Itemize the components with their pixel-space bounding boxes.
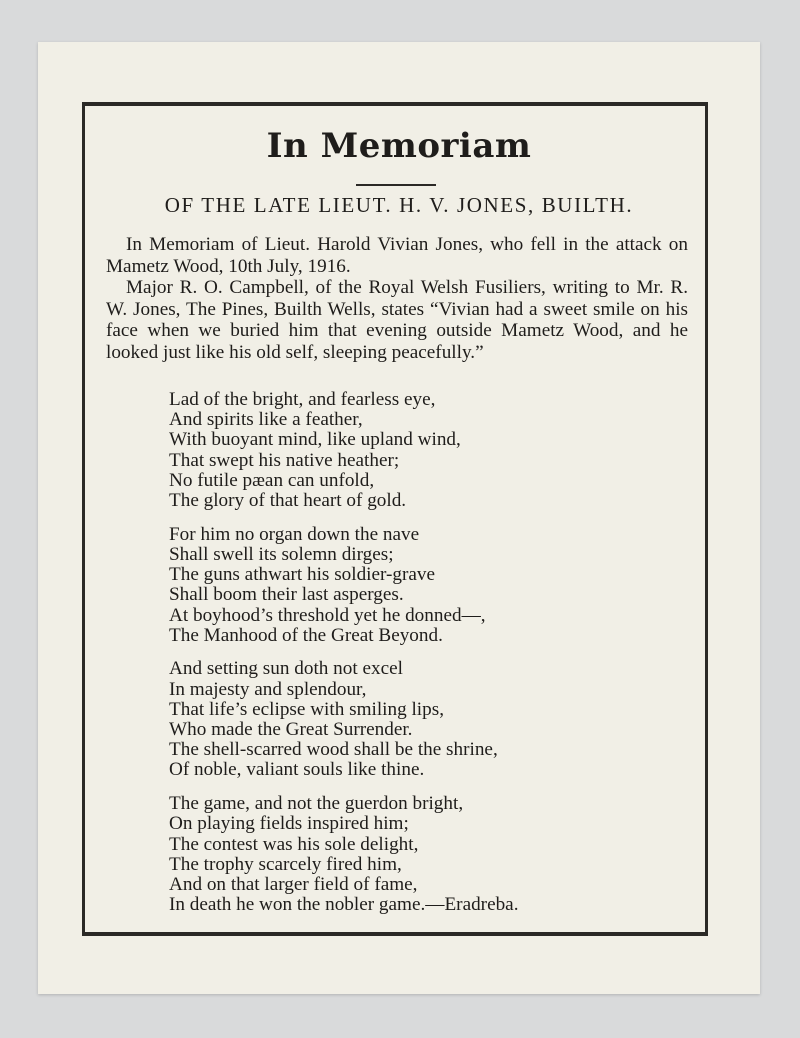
prose-block (106, 234, 688, 363)
stanza (169, 659, 689, 780)
poem (169, 390, 689, 929)
verse-line: On playing fields inspired him; (169, 813, 409, 835)
verse-line: At boyhood’s threshold yet he donned—, (169, 604, 486, 626)
verse-line: With buoyant mind, like upland wind, (169, 429, 461, 451)
verse-line: The game, and not the guerdon bright, (169, 793, 464, 815)
paragraph: In Memoriam of Lieut. Harold Vivian Jones, who fell in the attack on Mametz Wood, 10th July, 1916. (106, 234, 688, 277)
verse-line: The Manhood of the Great Beyond. (169, 624, 443, 646)
verse-line: The glory of that heart of gold. (169, 490, 407, 512)
card-subtitle: OF THE LATE LIEUT. H. V. JONES, BUILTH. (164, 193, 634, 217)
verse-line: Shall swell its solemn dirges; (169, 543, 394, 565)
verse-line: And spirits like a feather, (169, 409, 363, 431)
verse-line: That life’s eclipse with smiling lips, (169, 698, 444, 720)
paragraph: Major R. O. Campbell, of the Royal Welsh Fusiliers, writing to Mr. R. W. Jones, The Pines, Builth Wells, states “Vivian had a sweet smile on his face when we buried him that evening outside Mametz Wood, and he looked just like his old self, sleeping peacefully.” (106, 277, 688, 363)
verse-line: For him no organ down the nave (169, 523, 420, 545)
verse-line: Of noble, valiant souls like thine. (169, 759, 425, 781)
stanza (169, 390, 689, 511)
stanza (169, 794, 689, 915)
stanza (169, 525, 689, 646)
verse-line: The shell-scarred wood shall be the shrine, (169, 739, 498, 761)
title-rule (356, 184, 436, 186)
verse-line: In death he won the nobler game.—Eradreba. (169, 894, 519, 916)
memorial-card (38, 42, 760, 994)
verse-line: Lad of the bright, and fearless eye, (169, 389, 436, 410)
verse-line: The trophy scarcely fired him, (169, 853, 402, 875)
verse-line: Shall boom their last asperges. (169, 584, 404, 606)
verse-line: In majesty and splendour, (169, 678, 367, 700)
verse-line: That swept his native heather; (169, 449, 400, 471)
verse-line: And setting sun doth not excel (169, 658, 403, 680)
verse-line: Who made the Great Surrender. (169, 719, 413, 741)
verse-line: The contest was his sole delight, (169, 833, 419, 855)
verse-line: No futile pæan can unfold, (169, 469, 375, 491)
verse-line: And on that larger field of fame, (169, 873, 418, 895)
verse-line: The guns athwart his soldier-grave (169, 564, 436, 586)
card-title: In Memoriam (266, 126, 532, 166)
